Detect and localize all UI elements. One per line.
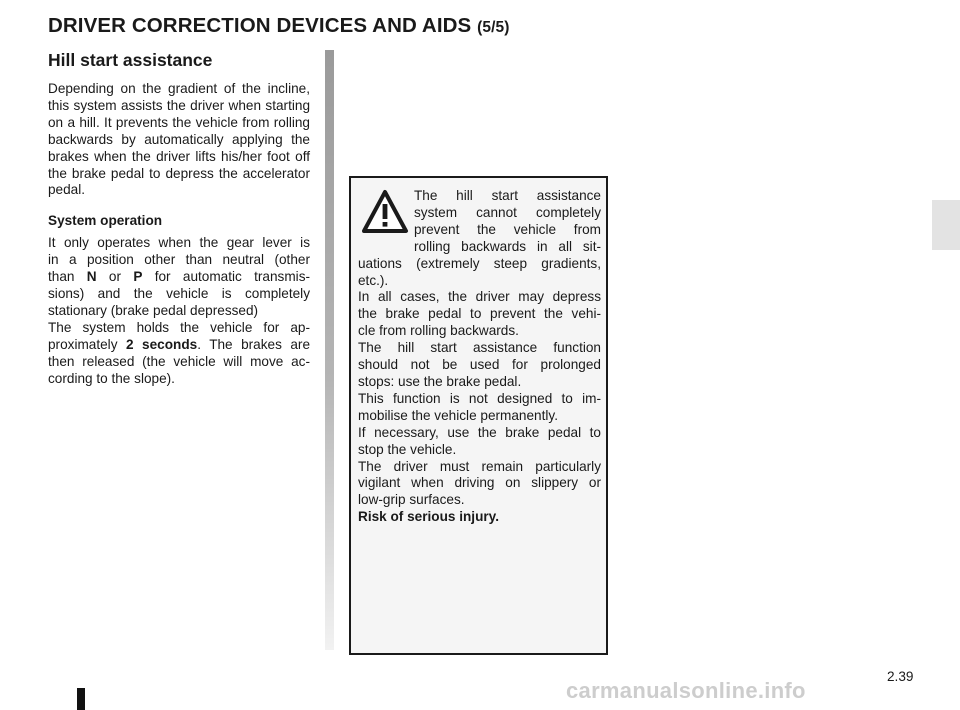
operation-line: stationary (brake pedal depressed) — [48, 302, 259, 318]
operation-paragraph — [48, 235, 310, 387]
system-operation-heading: System operation — [48, 213, 163, 229]
operation-text: for automatic transmis- — [154, 269, 311, 285]
operation-line: sions) and the vehicle is completely — [48, 286, 310, 302]
warning-text — [358, 188, 601, 526]
warning-emphasis: Risk of serious injury. — [358, 509, 500, 525]
warning-line: uations (extremely steep gradients, — [358, 255, 601, 271]
page-title — [48, 14, 509, 38]
page-number: 2.39 — [887, 669, 914, 684]
hold-duration: 2 seconds — [126, 336, 198, 352]
warning-line: stops: use the brake pedal. — [358, 373, 522, 389]
watermark: carmanualsonline.info — [566, 678, 806, 703]
operation-line: then released (the vehicle will move ac- — [48, 353, 310, 369]
warning-line: This function is not designed to im- — [358, 390, 601, 406]
warning-box — [349, 176, 608, 655]
warning-line: If necessary, use the brake pedal to — [358, 424, 601, 440]
operation-text: proximately — [48, 336, 118, 352]
warning-line: In all cases, the driver may depress — [358, 289, 601, 305]
warning-line: mobilise the vehicle permanently. — [358, 407, 558, 423]
warning-line: vigilant when driving on slippery or — [358, 475, 601, 491]
operation-text: . The brakes are — [197, 336, 311, 352]
warning-line: rolling backwards in all sit- — [414, 238, 601, 254]
operation-line: in a position other than neutral (other — [48, 252, 310, 268]
chapter-side-tab — [932, 200, 960, 250]
column-divider — [325, 50, 334, 650]
operation-line — [48, 337, 310, 354]
corner-mark — [77, 688, 85, 710]
warning-line: prevent the vehicle from — [414, 221, 601, 237]
warning-line: should not be used for prolonged — [358, 357, 601, 373]
main-column — [48, 50, 310, 388]
warning-line: etc.). — [358, 272, 389, 288]
page-part-indicator: (5/5) — [477, 19, 510, 36]
warning-line: stop the vehicle. — [358, 441, 457, 457]
intro-paragraph: Depending on the gradient of the incline, this system assists the driver when starting on a hill. It prevents the vehicle from rolling backwards by automatically applying the brakes when the driver lifts his/her foot off the brake pedal to depress the accelerator pedal. — [48, 81, 310, 198]
warning-line: The hill start assistance — [414, 188, 601, 203]
operation-line: It only operates when the gear lever is — [48, 235, 310, 251]
warning-line: the brake pedal to prevent the vehi- — [358, 306, 601, 322]
section-heading: Hill start assistance — [48, 50, 213, 70]
warning-line: cle from rolling backwards. — [358, 323, 519, 339]
warning-line: system cannot completely — [414, 204, 601, 220]
operation-line: The system holds the vehicle for ap- — [48, 319, 310, 335]
warning-line: The hill start assistance function — [358, 340, 601, 356]
gear-p-label: P — [133, 269, 143, 285]
warning-line: low-grip surfaces. — [358, 492, 465, 508]
operation-line — [48, 269, 310, 286]
page-title-text: DRIVER CORRECTION DEVICES AND AIDS — [48, 14, 472, 37]
operation-line: cording to the slope). — [48, 370, 175, 386]
operation-text: or — [108, 269, 122, 285]
gear-n-label: N — [86, 269, 97, 285]
warning-line: The driver must remain particularly — [358, 458, 601, 474]
operation-text: than — [48, 269, 75, 285]
